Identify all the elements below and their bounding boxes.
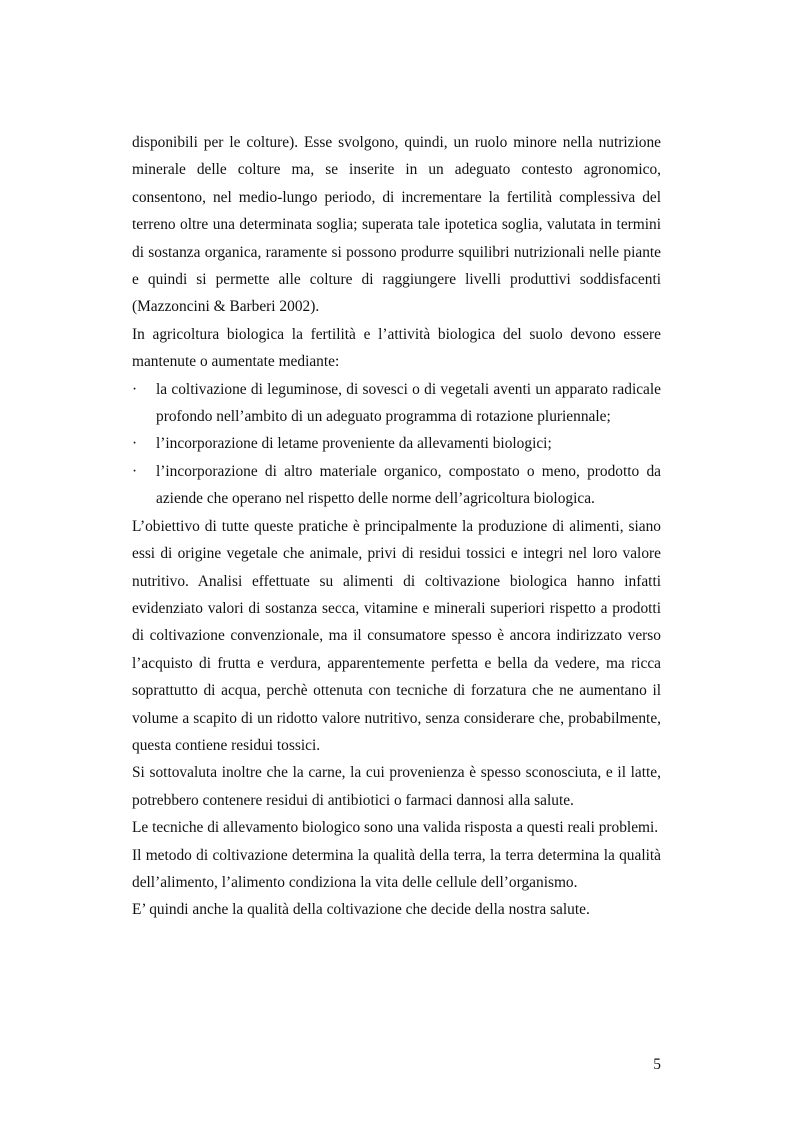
list-item-text: l’incorporazione di altro materiale organico, compostato o meno, prodotto da aziende che operano nel rispetto delle norme dell’agricoltura biologica.	[156, 462, 661, 508]
bullet-marker: ·	[132, 435, 138, 453]
document-page	[132, 129, 661, 924]
paragraph-fertility-intro: disponibili per le colture). Esse svolgono, quindi, un ruolo minore nella nutrizione minerale delle colture ma, se inserite in un adeguato contesto agronomico, consentono, nel medio-lungo periodo, di incrementare la fertilità complessiva del terreno oltre una determinata soglia; superata tale ipotetica soglia, valutata in termini di sostanza organica, raramente si possono produrre squilibri nutrizionali nelle piante e quindi si permette alle colture di raggiungere livelli produttivi soddisfacenti (Mazzoncini & Barberi 2002).	[132, 134, 661, 316]
practices-list	[132, 376, 661, 513]
paragraph-conclusion: E’ quindi anche la qualità della coltivazione che decide della nostra salute.	[132, 901, 590, 919]
list-item-text: l’incorporazione di letame proveniente da allevamenti biologici;	[156, 435, 552, 453]
bullet-marker: ·	[132, 380, 138, 398]
list-item	[132, 458, 661, 513]
bullet-marker: ·	[132, 462, 138, 480]
paragraph-objective: L’obiettivo di tutte queste pratiche è principalmente la produzione di alimenti, siano essi di origine vegetale che animale, privi di residui tossici e integri nel loro valore nutritivo. Analisi effettuate su alimenti di coltivazione biologica hanno infatti evidenziato valori di sostanza secca, vitamine e minerali superiori rispetto a prodotti di coltivazione convenzionale, ma il consumatore spesso è ancora indirizzato verso l’acquisto di frutta e verdura, apparentemente perfetta e bella da vedere, ma ricca soprattutto di acqua, perchè ottenuta con tecniche di forzatura che ne aumentano il volume a scapito di un ridotto valore nutritivo, senza considerare che, probabilmente, questa contiene residui tossici.	[132, 517, 661, 754]
paragraph-organic-agriculture: In agricoltura biologica la fertilità e l’attività biologica del suolo devono essere mantenute o aumentate mediante:	[132, 325, 661, 371]
list-item	[132, 376, 661, 431]
paragraph-cultivation-method: Il metodo di coltivazione determina la qualità della terra, la terra determina la qualità dell’alimento, l’alimento condiziona la vita delle cellule dell’organismo.	[132, 846, 661, 891]
list-item-text: la coltivazione di leguminose, di sovesci o di vegetali aventi un apparato radicale profondo nell’ambito di un adeguato programma di rotazione pluriennale;	[156, 380, 661, 426]
paragraph-meat-milk: Si sottovaluta inoltre che la carne, la cui provenienza è spesso sconosciuta, e il latte, potrebbero contenere residui di antibiotici o farmaci dannosi alla salute.	[132, 764, 661, 809]
page-number: 5	[653, 1056, 661, 1073]
list-item	[132, 430, 661, 457]
paragraph-breeding: Le tecniche di allevamento biologico sono una valida risposta a questi reali problemi.	[132, 819, 659, 837]
